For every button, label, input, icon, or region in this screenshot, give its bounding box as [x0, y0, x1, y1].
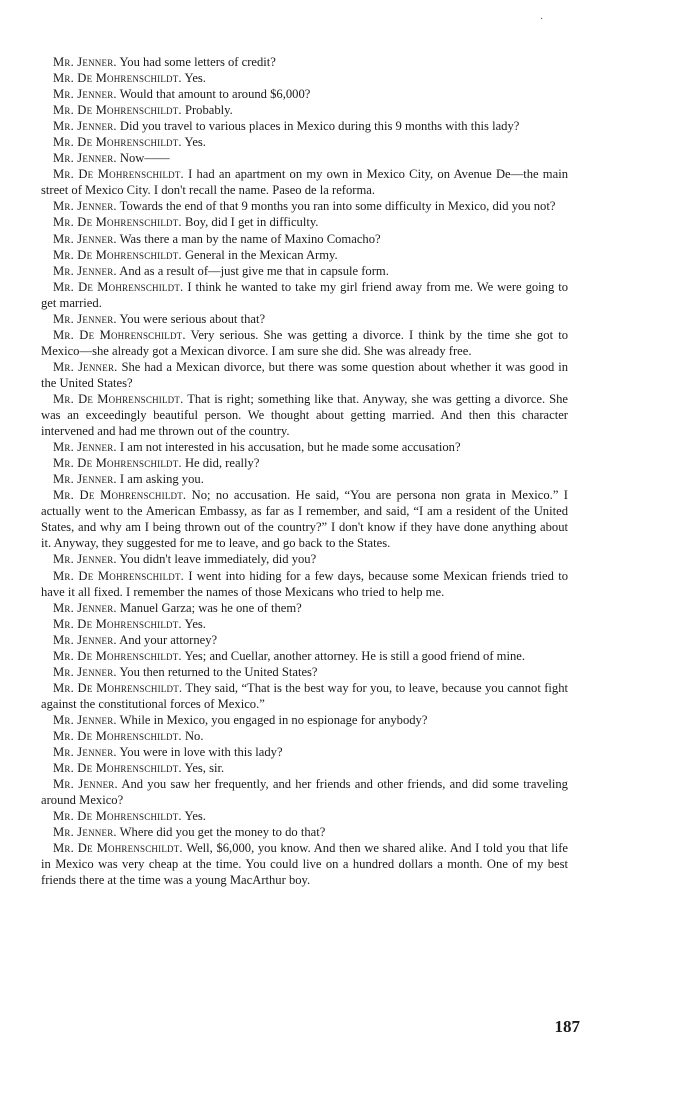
- page-number: 187: [554, 1017, 580, 1036]
- testimony-text: I went into hiding for a few days, because some Mexican friends tried to have it all fixed. I remember the names of those Mexicans who tried to help me.: [41, 568, 568, 599]
- testimony-text: Manuel Garza; was he one of them?: [119, 600, 302, 615]
- testimony-text: Probably.: [184, 103, 233, 118]
- testimony-text: I had an apartment on my own in Mexico City, on Avenue De—the main street of Mexico City. I don't recall the name. Paseo de la reforma.: [41, 167, 568, 198]
- testimony-paragraph: [41, 664, 568, 680]
- testimony-paragraph: [41, 247, 568, 263]
- testimony-text: Very serious. She was getting a divorce. I think by the time she got to Mexico—she already got a Mexican divorce. I am sure she did. She was already free.: [41, 327, 569, 358]
- speaker-label: Mr. De Mohrenschildt.: [53, 215, 182, 230]
- testimony-text: Now——: [119, 151, 170, 166]
- testimony-text: I am not interested in his accusation, but he made some accusation?: [119, 440, 461, 455]
- testimony-paragraph: [41, 471, 568, 487]
- testimony-paragraph: [41, 166, 568, 198]
- speaker-label: Mr. Jenner.: [53, 87, 117, 102]
- speaker-label: Mr. De Mohrenschildt.: [53, 488, 187, 503]
- testimony-paragraph: [41, 728, 568, 744]
- speaker-label: Mr. De Mohrenschildt.: [53, 71, 182, 86]
- testimony-paragraph: [41, 632, 568, 648]
- testimony-text: General in the Mexican Army.: [184, 247, 338, 262]
- testimony-text: Yes.: [184, 71, 206, 86]
- speaker-label: Mr. Jenner.: [53, 199, 117, 214]
- testimony-text: Boy, did I get in difficulty.: [184, 215, 319, 230]
- speaker-label: Mr. Jenner.: [53, 600, 117, 615]
- testimony-paragraph: [41, 150, 568, 166]
- speaker-label: Mr. De Mohrenschildt.: [53, 327, 186, 342]
- testimony-paragraph: [41, 648, 568, 664]
- speaker-label: Mr. Jenner.: [53, 712, 117, 727]
- testimony-text: They said, “That is the best way for you, to leave, because you cannot fight against the constitutional forces of Mexico.”: [41, 680, 568, 711]
- testimony-text: She had a Mexican divorce, but there was some question about whether it was good in the United States?: [41, 359, 568, 390]
- speaker-label: Mr. De Mohrenschildt.: [53, 456, 182, 471]
- speaker-label: Mr. Jenner.: [53, 151, 117, 166]
- testimony-paragraph: [41, 86, 568, 102]
- testimony-paragraph: [41, 808, 568, 824]
- speaker-label: Mr. Jenner.: [53, 632, 117, 647]
- speaker-label: Mr. Jenner.: [53, 745, 117, 760]
- testimony-paragraph: [41, 439, 568, 455]
- testimony-text: Towards the end of that 9 months you ran into some difficulty in Mexico, did you not?: [119, 199, 556, 214]
- testimony-paragraph: [41, 760, 568, 776]
- speaker-label: Mr. De Mohrenschildt.: [53, 247, 182, 262]
- speaker-label: Mr. De Mohrenschildt.: [53, 616, 182, 631]
- testimony-paragraph: [41, 712, 568, 728]
- testimony-paragraph: [41, 359, 568, 391]
- testimony-text: Yes.: [184, 135, 206, 150]
- speaker-label: Mr. De Mohrenschildt.: [53, 391, 184, 406]
- speaker-label: Mr. De Mohrenschildt.: [53, 103, 182, 118]
- testimony-text: Would that amount to around $6,000?: [119, 87, 311, 102]
- testimony-text: Yes.: [184, 809, 206, 824]
- testimony-text: You were serious about that?: [119, 311, 266, 326]
- testimony-text: That is right; something like that. Anyway, she was getting a divorce. She was an exceedingly beautiful person. We thought about getting married. And then this character intervened and had me thrown out of the country.: [41, 391, 569, 439]
- speaker-label: Mr. De Mohrenschildt.: [53, 680, 183, 695]
- testimony-text: And your attorney?: [119, 632, 218, 647]
- testimony-text: Yes, sir.: [184, 761, 225, 776]
- speaker-label: Mr. Jenner.: [53, 359, 118, 374]
- testimony-text: And as a result of—just give me that in capsule form.: [119, 263, 389, 278]
- testimony-paragraph: [41, 263, 568, 279]
- testimony-paragraph: [41, 214, 568, 230]
- speaker-label: Mr. Jenner.: [53, 119, 117, 134]
- speaker-label: Mr. Jenner.: [53, 472, 117, 487]
- testimony-text: He did, really?: [184, 456, 260, 471]
- testimony-text: No.: [184, 728, 204, 743]
- testimony-paragraph: [41, 391, 568, 439]
- testimony-paragraph: [41, 134, 568, 150]
- testimony-paragraph: [41, 279, 568, 311]
- testimony-paragraph: [41, 680, 568, 712]
- testimony-text: Well, $6,000, you know. And then we shared alike. And I told you that life in Mexico was very cheap at the time. You could live on a hundred dollars a month. One of my best friends there at the time was a young MacArthur boy.: [41, 841, 568, 888]
- testimony-text: I think he wanted to take my girl friend away from me. We were going to get married.: [41, 279, 568, 310]
- speaker-label: Mr. Jenner.: [53, 311, 117, 326]
- speaker-label: Mr. Jenner.: [53, 552, 117, 567]
- testimony-text: You had some letters of credit?: [119, 55, 276, 69]
- testimony-paragraph: [41, 102, 568, 118]
- testimony-text: You didn't leave immediately, did you?: [119, 552, 317, 567]
- testimony-paragraph: [41, 311, 568, 327]
- testimony-text: I am asking you.: [119, 472, 204, 487]
- testimony-paragraph: [41, 487, 568, 551]
- testimony-text: You were in love with this lady?: [119, 745, 283, 760]
- speaker-label: Mr. Jenner.: [53, 777, 118, 792]
- testimony-text: You then returned to the United States?: [119, 664, 318, 679]
- testimony-paragraph: [41, 600, 568, 616]
- testimony-paragraph: [41, 231, 568, 247]
- speaker-label: Mr. De Mohrenschildt.: [53, 809, 182, 824]
- speaker-label: Mr. De Mohrenschildt.: [53, 568, 185, 583]
- testimony-text: Where did you get the money to do that?: [119, 825, 326, 840]
- transcript-body: [41, 54, 568, 888]
- testimony-paragraph: [41, 551, 568, 567]
- testimony-paragraph: [41, 568, 568, 600]
- speaker-label: Mr. Jenner.: [53, 263, 117, 278]
- testimony-paragraph: [41, 744, 568, 760]
- testimony-text: Did you travel to various places in Mexico during this 9 months with this lady?: [119, 119, 520, 134]
- testimony-text: Yes; and Cuellar, another attorney. He is still a good friend of mine.: [184, 648, 525, 663]
- testimony-text: While in Mexico, you engaged in no espionage for anybody?: [119, 712, 428, 727]
- testimony-paragraph: [41, 776, 568, 808]
- speaker-label: Mr. De Mohrenschildt.: [53, 648, 182, 663]
- speaker-label: Mr. Jenner.: [53, 231, 117, 246]
- speaker-label: Mr. De Mohrenschildt.: [53, 135, 182, 150]
- testimony-paragraph: [41, 616, 568, 632]
- speaker-label: Mr. Jenner.: [53, 440, 117, 455]
- testimony-paragraph: [41, 118, 568, 134]
- testimony-paragraph: [41, 198, 568, 214]
- testimony-text: Was there a man by the name of Maxino Comacho?: [119, 231, 381, 246]
- testimony-paragraph: [41, 840, 568, 888]
- testimony-text: Yes.: [184, 616, 206, 631]
- speaker-label: Mr. Jenner.: [53, 825, 117, 840]
- speaker-label: Mr. De Mohrenschildt.: [53, 728, 182, 743]
- speaker-label: Mr. Jenner.: [53, 664, 117, 679]
- testimony-text: And you saw her frequently, and her friends and other friends, and did some traveling around Mexico?: [41, 777, 568, 808]
- testimony-paragraph: [41, 455, 568, 471]
- testimony-paragraph: [41, 327, 568, 359]
- speaker-label: Mr. De Mohrenschildt.: [53, 279, 184, 294]
- testimony-text: No; no accusation. He said, “You are persona non grata in Mexico.” I actually went to the American Embassy, as far as I remember, and said, “I am a resident of the United States, and why am I being thrown out of the country?” I don't know if they have done anything about it. Anyway, they suggested for me to leave, and go back to the States.: [41, 488, 568, 551]
- speaker-label: Mr. Jenner.: [53, 55, 117, 69]
- speaker-label: Mr. De Mohrenschildt.: [53, 167, 184, 182]
- speaker-label: Mr. De Mohrenschildt.: [53, 761, 182, 776]
- testimony-paragraph: [41, 70, 568, 86]
- testimony-paragraph: [41, 824, 568, 840]
- speaker-label: Mr. De Mohrenschildt.: [53, 841, 183, 856]
- testimony-paragraph: [41, 54, 568, 70]
- corner-mark: ·: [540, 14, 544, 25]
